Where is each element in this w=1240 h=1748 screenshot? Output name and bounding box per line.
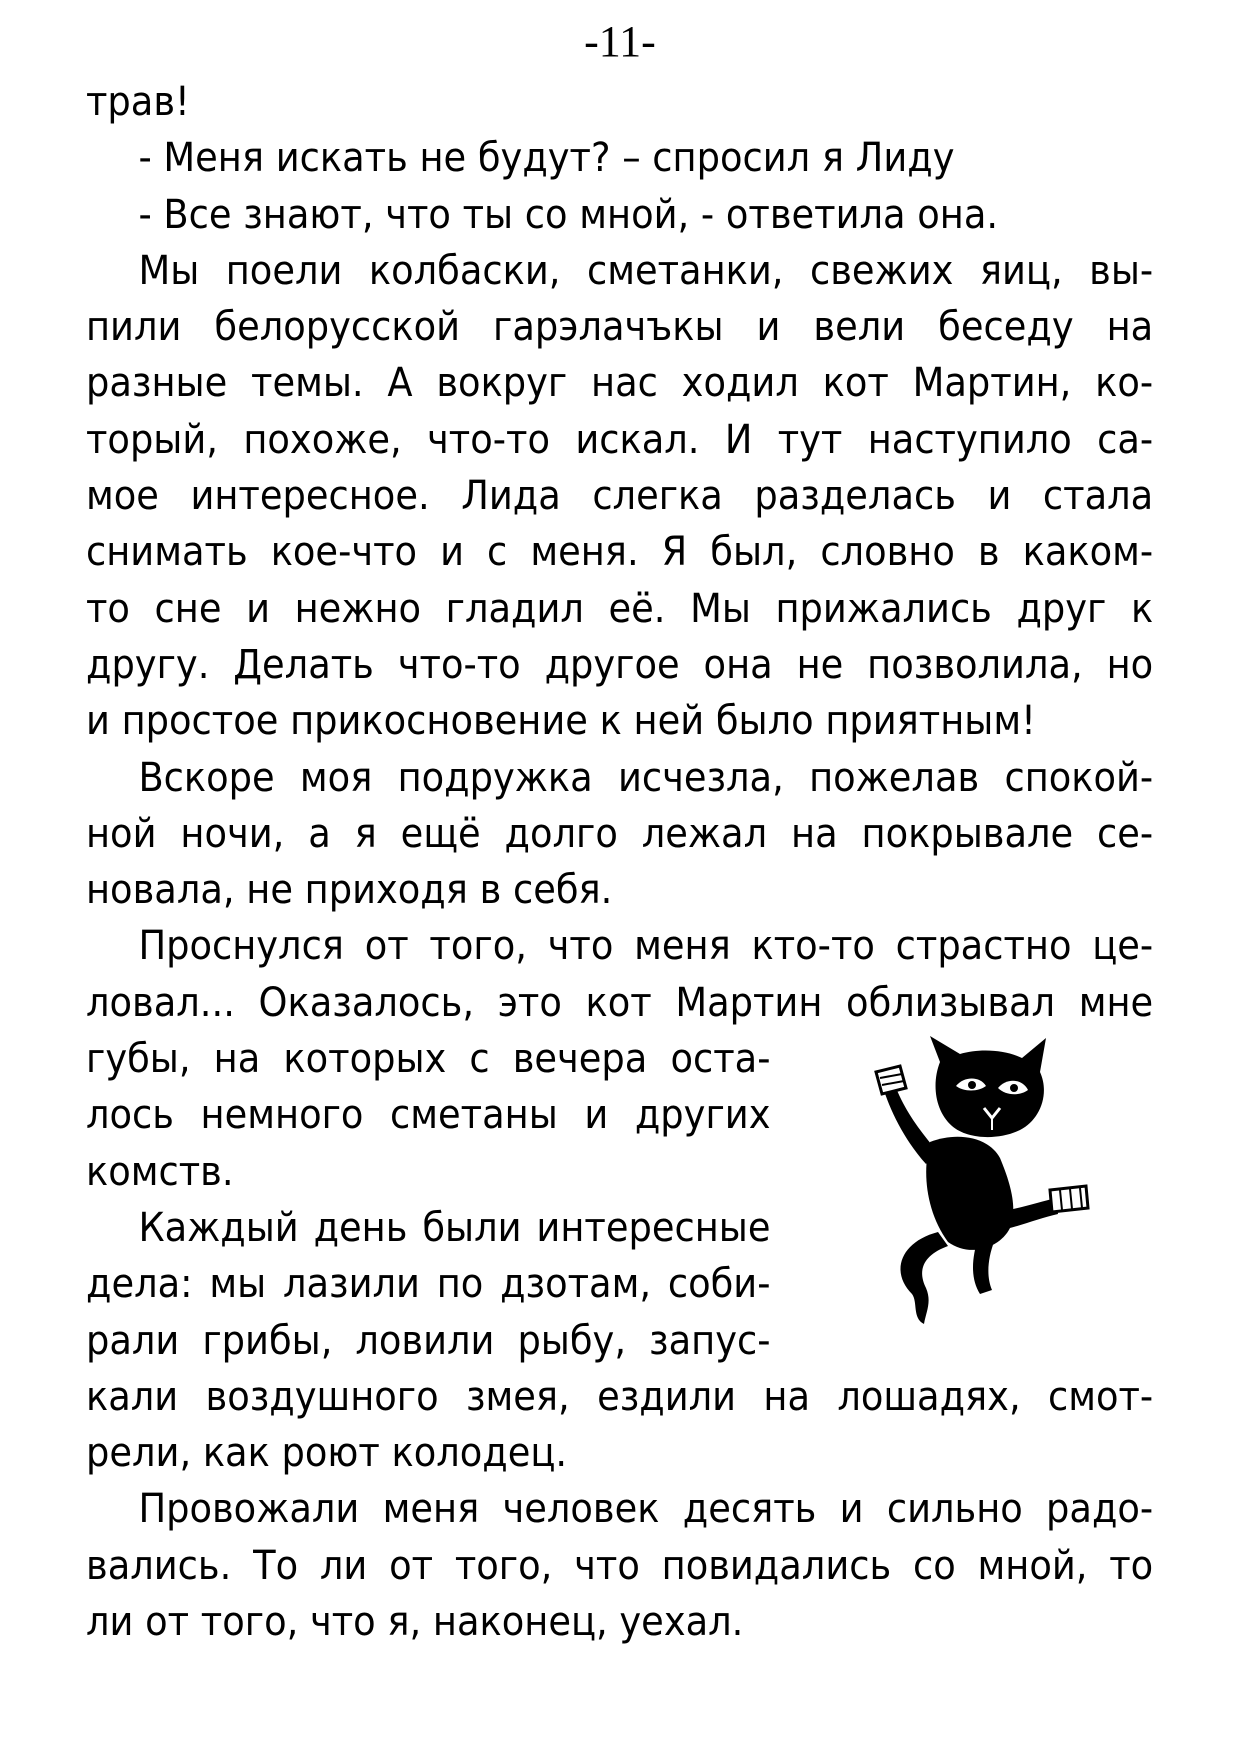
text-line: Провожали меня человек десять и сильно радо-	[138, 1486, 1154, 1533]
text-line: ловал... Оказалось, это кот Мартин облизывал мне	[86, 979, 1154, 1026]
text-line: разные темы. А вокруг нас ходил кот Мартин, ко-	[86, 360, 1154, 407]
text-line: ли от того, что я, наконец, уехал.	[86, 1599, 744, 1646]
text-line: то сне и нежно гладил её. Мы прижались друг к	[86, 585, 1154, 632]
text-line: трав!	[86, 79, 190, 125]
text-line: кали воздушного змея, ездили на лошадях, смот-	[86, 1373, 1154, 1420]
text-line: другу. Делать что-то другое она не позволила, но	[86, 641, 1154, 688]
text-line: рели, как роют колодец.	[86, 1430, 568, 1477]
text-line: новала, не приходя в себя.	[86, 867, 613, 914]
black-cat-icon	[860, 1032, 1090, 1328]
text-line: Мы поели колбаски, сметанки, свежих яиц, вы-	[138, 247, 1154, 294]
text-line: Проснулся от того, что меня кто-то страстно це-	[138, 923, 1154, 970]
text-body	[86, 74, 1154, 1650]
text-line: рали грибы, ловили рыбу, запус-	[86, 1317, 771, 1364]
text-line: ной ночи, а я ещё долго лежал на покрывале се-	[86, 810, 1154, 857]
text-line: пили белорусской гарэлачъкы и вели беседу на	[86, 304, 1154, 351]
text-line: торый, похоже, что-то искал. И тут наступило са-	[86, 416, 1154, 463]
text-line: вались. То ли от того, что повидались со мной, то	[86, 1542, 1154, 1589]
text-line: Вскоре моя подружка исчезла, пожелав спокой-	[138, 754, 1154, 801]
page-number: -11-	[584, 17, 656, 66]
text-line: губы, на которых с вечера оста-	[86, 1036, 771, 1083]
text-line: Каждый день были интересные	[138, 1204, 771, 1251]
text-line: мое интересное. Лида слегка разделась и стала	[86, 473, 1154, 520]
text-line: лось немного сметаны и других	[86, 1092, 771, 1139]
text-line: и простое прикосновение к ней было приятным!	[86, 698, 1036, 745]
text-line: - Все знают, что ты со мной, - ответила она.	[138, 191, 999, 238]
text-line: дела: мы лазили по дзотам, соби-	[86, 1261, 771, 1308]
text-line: комств.	[86, 1148, 234, 1195]
text-line: - Меня искать не будут? – спросил я Лиду	[138, 135, 955, 182]
text-line: снимать кое-что и с меня. Я был, словно в каком-	[86, 529, 1154, 576]
